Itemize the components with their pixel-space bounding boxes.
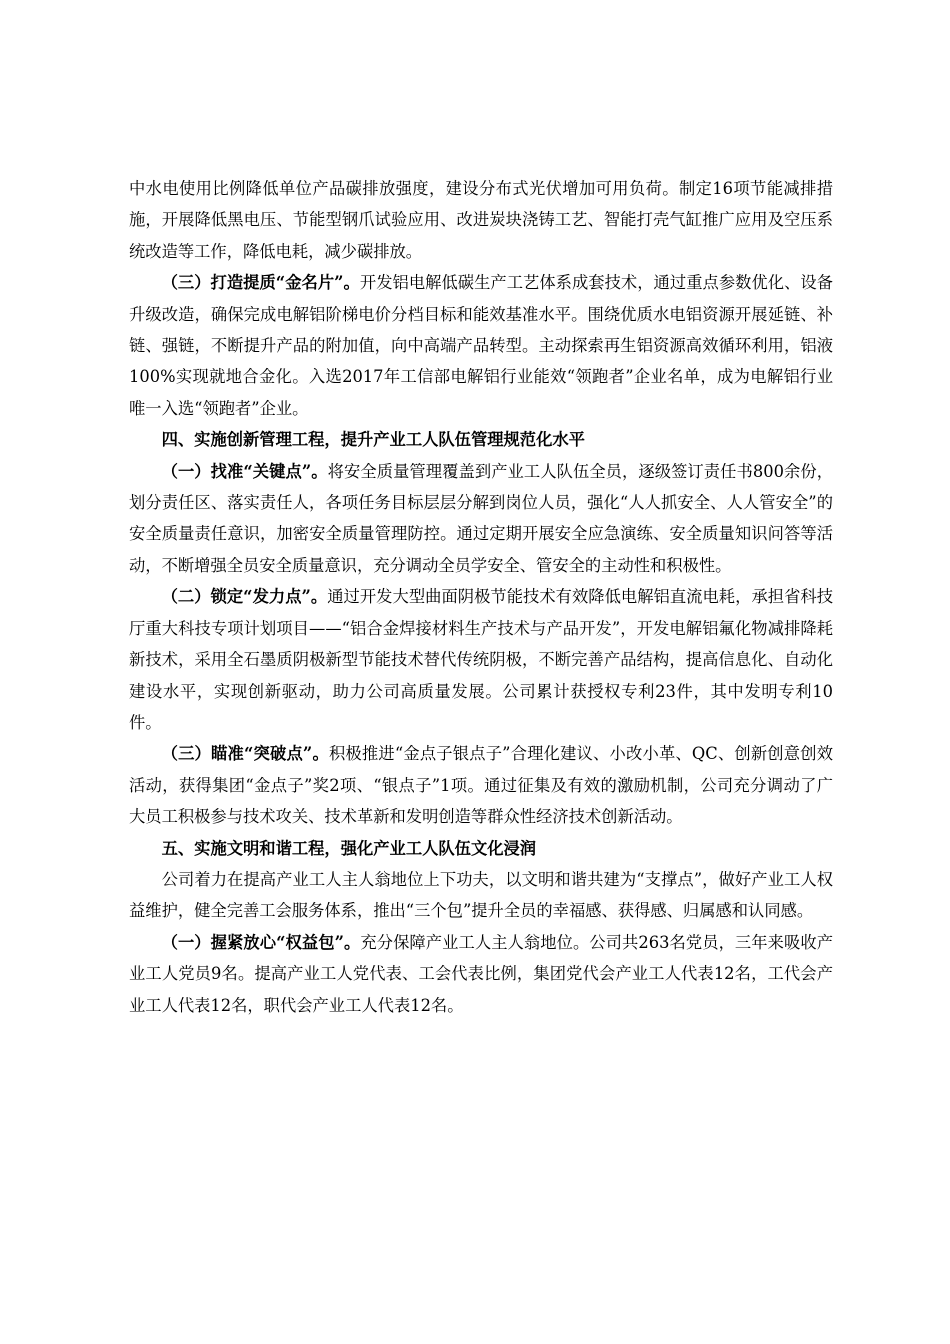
section-heading-5: 五、实施文明和谐工程，强化产业工人队伍文化浸润: [161, 838, 537, 858]
section-heading-4: 四、实施创新管理工程，提升产业工人队伍管理规范化水平: [161, 430, 585, 450]
paragraph-text: 公司着力在提高产业工人主人翁地位上下功夫，以文明和谐共建为“支撑点”，做好产业工人权益维护，健全完善工会服务体系，推出“三个包”提升全员的幸福感、获得感、归属感和认同感。: [129, 869, 833, 921]
item-lead: （三）瞄准“突破点”。: [161, 744, 329, 764]
item-lead: （一）找准“关键点”。: [161, 461, 328, 481]
paragraph-continuation: [129, 173, 833, 267]
paragraph-item-3b: [129, 738, 833, 832]
paragraph-plain: [129, 864, 833, 927]
paragraph-item-1: [129, 456, 833, 582]
paragraph-text: 积极推进“金点子银点子”合理化建议、小改小革、QC、创新创意创效活动，获得集团“金点子”奖2项、“银点子”1项。通过征集及有效的激励机制，公司充分调动了广大员工积极参与技术攻关、技术革新和发明创造等群众性经济技术创新活动。: [129, 744, 833, 827]
item-lead: （一）握紧放心“权益包”。: [161, 932, 361, 952]
paragraph-item-1b: [129, 927, 833, 1021]
item-lead: （三）打造提质“金名片”。: [161, 273, 360, 293]
paragraph-item-2: [129, 581, 833, 738]
paragraph-text: 将安全质量管理覆盖到产业工人队伍全员，逐级签订责任书800余份，划分责任区、落实责任人，各项任务目标层层分解到岗位人员，强化“人人抓安全、人人管安全”的安全质量责任意识，加密安全质量管理防控。通过定期开展安全应急演练、安全质量知识问答等活动，不断增强全员安全质量意识，充分调动全员学安全、管安全的主动性和积极性。: [129, 461, 833, 575]
item-lead: （二）锁定“发力点”。: [161, 587, 328, 607]
paragraph-text: 开发铝电解低碳生产工艺体系成套技术，通过重点参数优化、设备升级改造，确保完成电解铝阶梯电价分档目标和能效基准水平。围绕优质水电铝资源开展延链、补链、强链，不断提升产品的附加值，向中高端产品转型。主动探索再生铝资源高效循环利用，铝液100%实现就地合金化。入选2017年工信部电解铝行业能效“领跑者”企业名单，成为电解铝行业唯一入选“领跑者”企业。: [129, 273, 833, 418]
paragraph-text: 充分保障产业工人主人翁地位。公司共263名党员，三年来吸收产业工人党员9名。提高产业工人党代表、工会代表比例，集团党代会产业工人代表12名，工代会产业工人代表12名，职代会产业工人代表12名。: [129, 932, 833, 1015]
paragraph-text: 通过开发大型曲面阴极节能技术有效降低电解铝直流电耗，承担省科技厅重大科技专项计划项目——“铝合金焊接材料生产技术与产品开发”，开发电解铝氟化物减排降耗新技术，采用全石墨质阴极新型节能技术替代传统阴极，不断完善产品结构，提高信息化、自动化建设水平，实现创新驱动，助力公司高质量发展。公司累计获授权专利23件，其中发明专利10件。: [129, 587, 833, 732]
document-body: [129, 173, 833, 1021]
paragraph-text: 中水电使用比例降低单位产品碳排放强度，建设分布式光伏增加可用负荷。制定16项节能减排措施，开展降低黑电压、节能型钢爪试验应用、改进炭块浇铸工艺、智能打壳气缸推广应用及空压系统改造等工作，降低电耗，减少碳排放。: [129, 179, 833, 261]
paragraph-item-3: [129, 267, 833, 424]
